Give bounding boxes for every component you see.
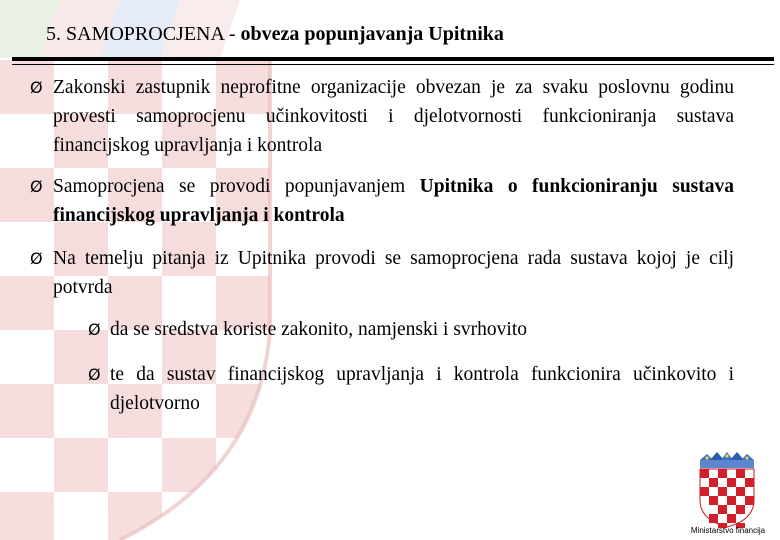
arrow-bullet-icon: Ø xyxy=(30,78,43,97)
slide-title xyxy=(46,22,504,46)
slide-title-number: 5. SAMOPROCJENA - xyxy=(46,23,236,45)
ministry-caption: Ministarstvo financija xyxy=(690,526,766,535)
logo-check-square xyxy=(727,496,736,505)
logo-check-square xyxy=(718,469,727,478)
bullet-item xyxy=(30,73,734,160)
coat-of-arms-logo xyxy=(694,452,760,528)
logo-check-square xyxy=(709,478,718,487)
logo-check-square xyxy=(709,496,718,505)
logo-check-square xyxy=(745,496,754,505)
bullet-text: Zakonski zastupnik neprofitne organizacije obvezan je za svaku poslovnu godinu provesti samoprocjenu učinkovitosti i djelotvornosti funkcioniranja sustava financijskog upravljanja i kontrola xyxy=(53,77,734,156)
logo-check-square xyxy=(736,505,745,514)
title-underline-thin xyxy=(12,64,774,65)
sub-bullet-item xyxy=(88,360,734,418)
logo-check-square xyxy=(727,478,736,487)
logo-check-square xyxy=(718,487,727,496)
bullet-text-plain: Samoprocjena se provodi popunjavanjem xyxy=(53,176,406,197)
slide-title-text: obveza popunjavanja Upitnika xyxy=(240,23,504,45)
logo-check-square xyxy=(736,487,745,496)
arrow-bullet-icon: Ø xyxy=(88,320,101,339)
arrow-bullet-icon: Ø xyxy=(30,177,43,196)
bullet-text-bold: Upitnika o funkcioniranju sustava financijskog upravljanja i kontrola xyxy=(53,176,735,226)
bullet-item xyxy=(30,244,734,302)
crown-icon xyxy=(700,452,754,468)
arrow-bullet-icon: Ø xyxy=(88,365,101,384)
logo-check-square xyxy=(709,514,718,523)
bullet-item xyxy=(30,172,734,230)
sub-bullet-text: te da sustav financijskog upravljanja i kontrola funkcionira učinkovito i djelotvorno xyxy=(110,364,734,414)
logo-check-square xyxy=(700,469,709,478)
logo-check-square xyxy=(700,487,709,496)
logo-check-square xyxy=(727,514,736,523)
logo-check-square xyxy=(736,469,745,478)
sub-bullet-item xyxy=(88,315,734,344)
sub-bullet-text: da se sredstva koriste zakonito, namjenski i svrhovito xyxy=(110,319,528,340)
bullet-text: Na temelju pitanja iz Upitnika provodi se samoprocjena rada sustava kojoj je cilj potvrda xyxy=(53,248,734,298)
bullet-text xyxy=(30,172,734,230)
arrow-bullet-icon: Ø xyxy=(30,249,43,268)
logo-check-square xyxy=(718,505,727,514)
title-underline-thick xyxy=(12,57,774,61)
logo-check-square xyxy=(745,478,754,487)
